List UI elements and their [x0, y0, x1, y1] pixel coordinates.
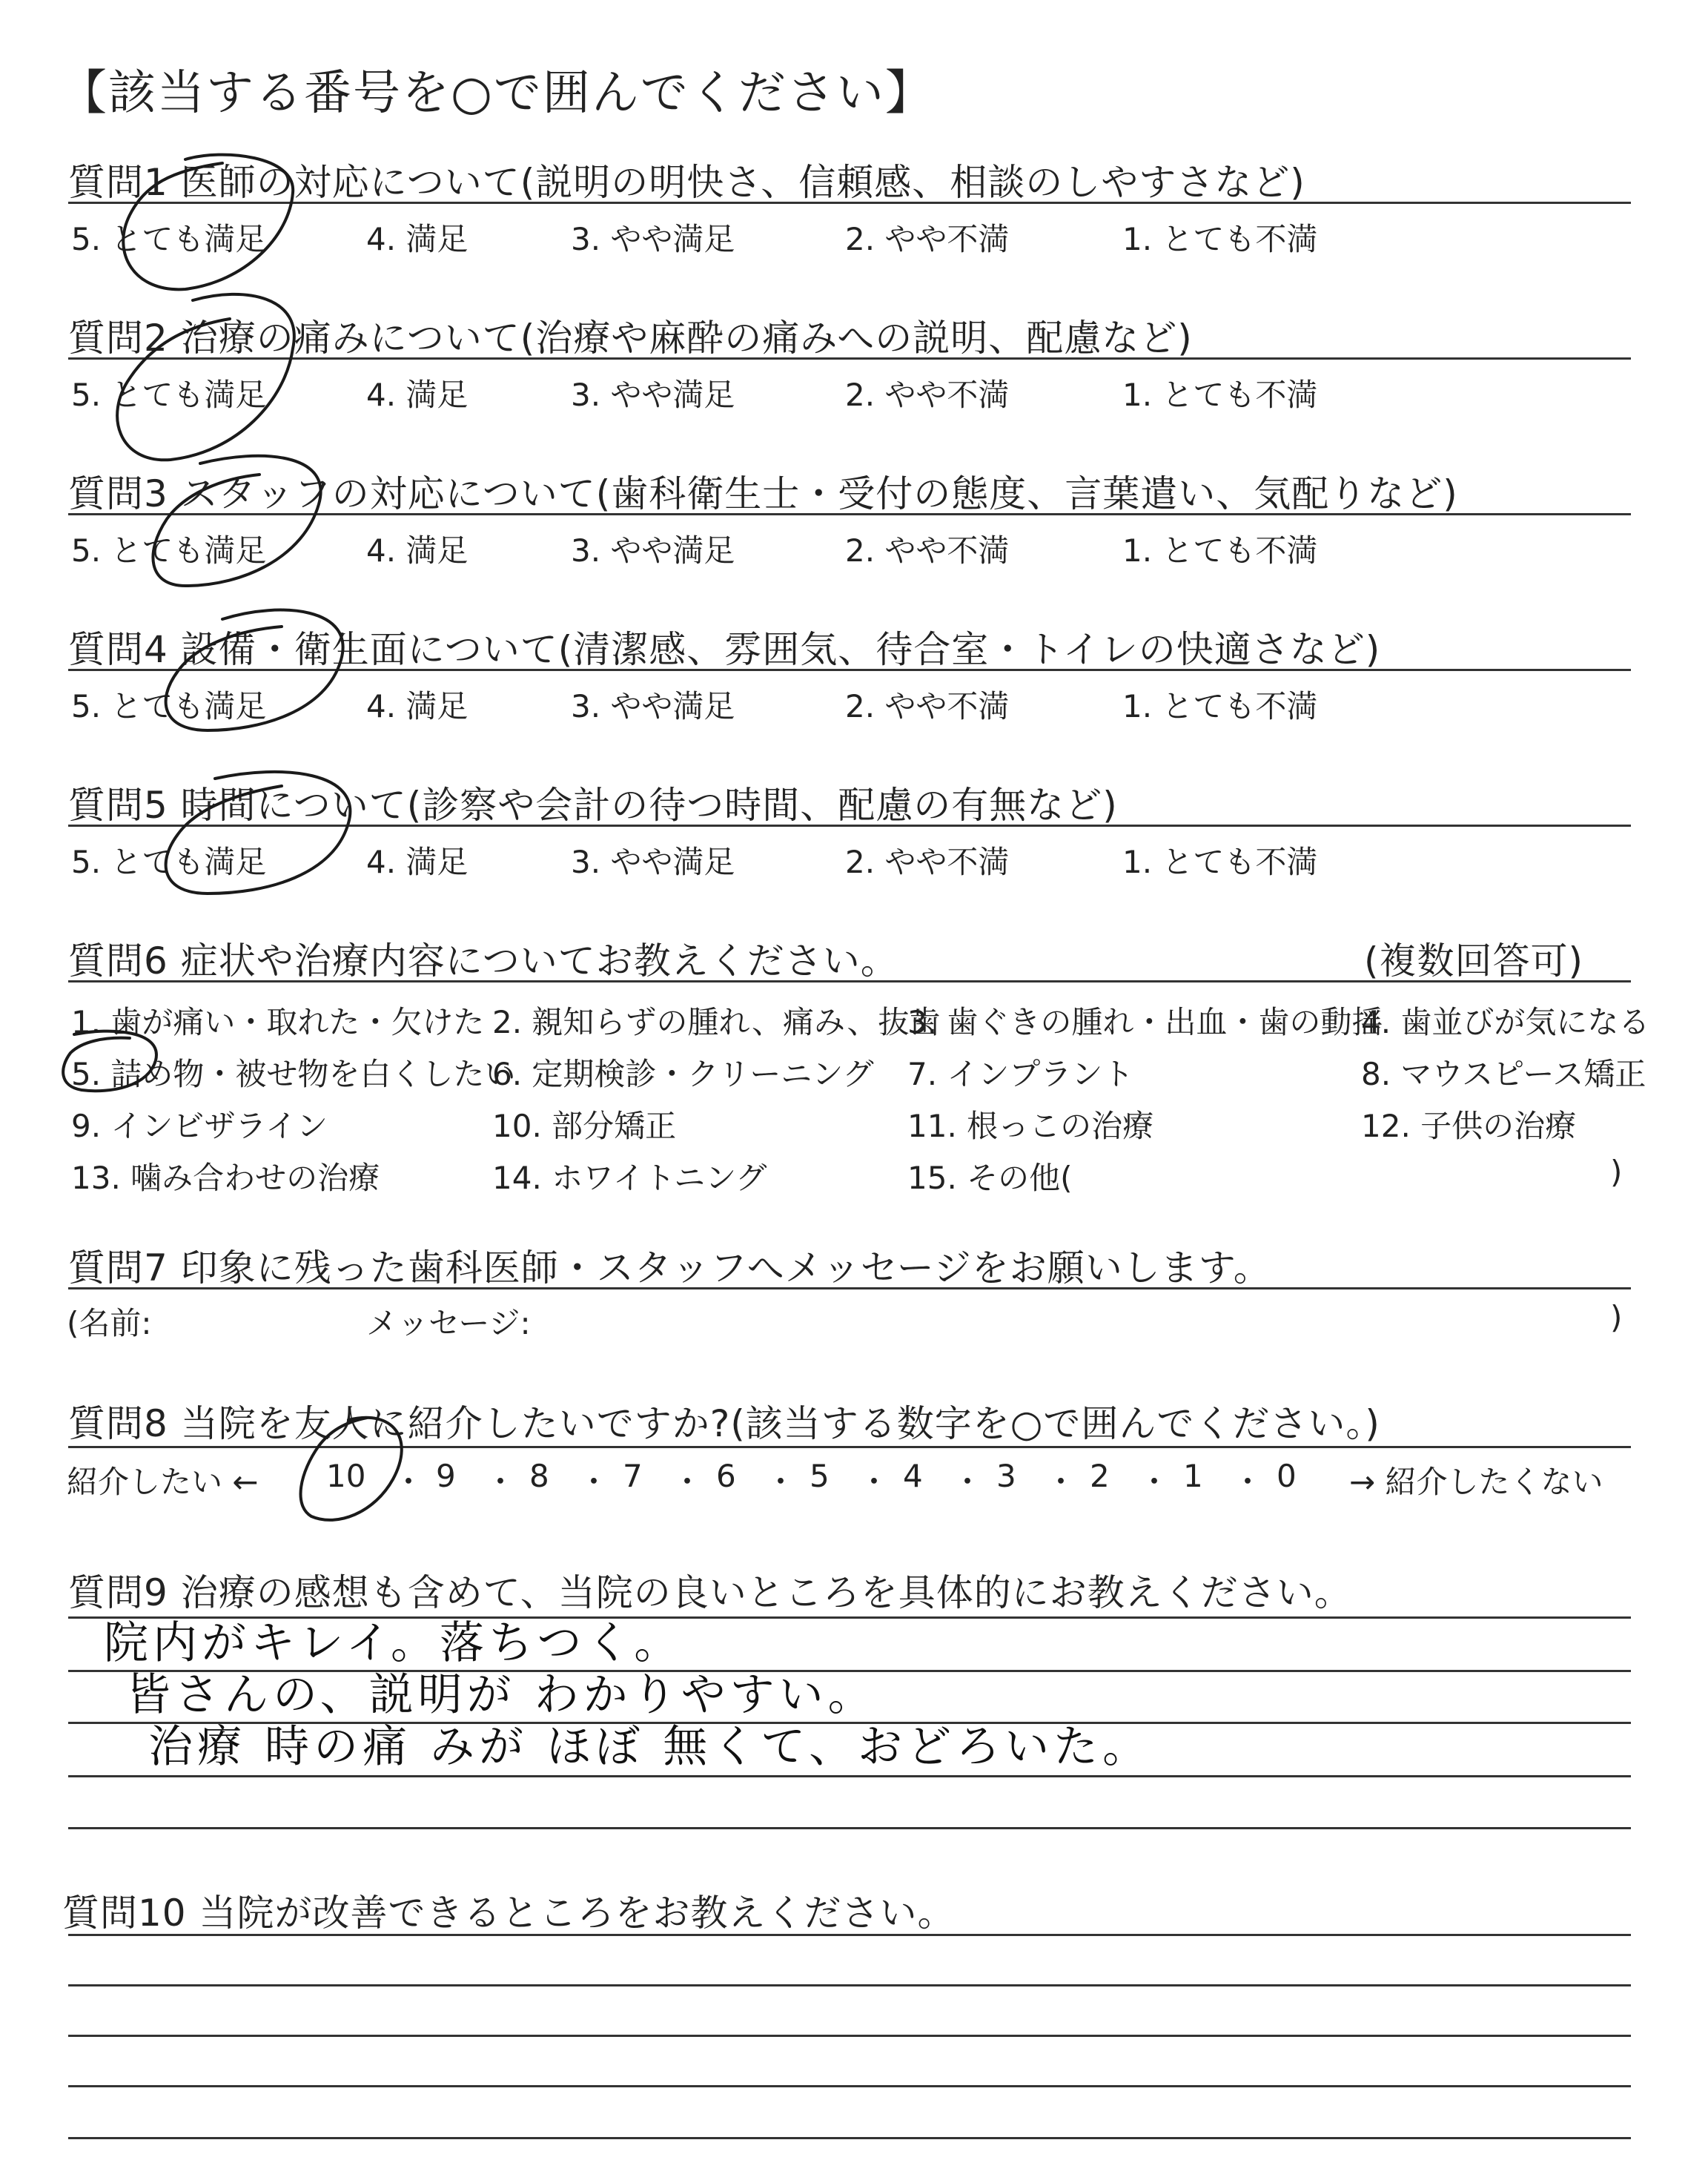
q4-option-5[interactable]: 5. とても満足: [71, 688, 267, 724]
q3-option-3[interactable]: 3. やや満足: [571, 532, 735, 569]
q6-option-4[interactable]: 4. 歯並びが気になる: [1361, 1004, 1650, 1040]
q6-option-14[interactable]: 14. ホワイトニング: [492, 1160, 767, 1196]
q8-sep: ・: [765, 1464, 797, 1500]
q3-option-1[interactable]: 1. とても不満: [1122, 532, 1318, 569]
q8-score-10[interactable]: 10: [326, 1458, 366, 1494]
q8-sep: ・: [1232, 1464, 1264, 1500]
divider: [68, 357, 1631, 360]
q8-score-2[interactable]: 2: [1090, 1458, 1110, 1494]
q8-left-label: 紹介したい ←: [67, 1464, 259, 1500]
divider: [68, 825, 1631, 827]
q2-option-4[interactable]: 4. 満足: [366, 377, 469, 413]
divider: [68, 513, 1631, 515]
q8-sep: ・: [1139, 1464, 1171, 1500]
q8-score-6[interactable]: 6: [716, 1458, 736, 1494]
q9-answer-line-1: 院内がキレイ。落ちつく。: [104, 1617, 683, 1669]
answer-line: [68, 1722, 1631, 1724]
divider: [68, 202, 1631, 204]
q4-option-3[interactable]: 3. やや満足: [571, 688, 735, 724]
divider: [68, 1446, 1631, 1448]
question-6-note: (複数回答可): [1364, 939, 1584, 982]
q8-sep: ・: [858, 1464, 890, 1500]
q2-option-2[interactable]: 2. やや不満: [845, 377, 1010, 413]
q9-answer-line-2: 皆さんの、説明が わかりやすい。: [126, 1669, 877, 1721]
q6-option-15[interactable]: 15. その他(: [907, 1160, 1073, 1196]
q3-option-5[interactable]: 5. とても満足: [71, 532, 267, 569]
answer-line: [68, 1670, 1631, 1672]
q8-score-7[interactable]: 7: [623, 1458, 643, 1494]
answer-line: [68, 1827, 1631, 1829]
question-2-title: 質問2 治療の痛みについて(治療や麻酔の痛みへの説明、配慮など): [68, 317, 1193, 360]
q8-sep: ・: [485, 1464, 517, 1500]
q8-sep: ・: [578, 1464, 610, 1500]
q5-option-2[interactable]: 2. やや不満: [845, 844, 1010, 880]
q8-sep: ・: [393, 1464, 425, 1500]
q6-option-11[interactable]: 11. 根っこの治療: [907, 1108, 1154, 1144]
q6-option-8[interactable]: 8. マウスピース矯正: [1361, 1056, 1646, 1092]
q8-score-8[interactable]: 8: [529, 1458, 549, 1494]
q6-option-7[interactable]: 7. インプラント: [907, 1056, 1134, 1092]
question-7-title: 質問7 印象に残った歯科医師・スタッフへメッセージをお願いします。: [68, 1246, 1271, 1289]
answer-line: [68, 2137, 1631, 2139]
q6-other-close-paren: ): [1610, 1154, 1623, 1190]
q6-option-9[interactable]: 9. インビザライン: [71, 1108, 328, 1144]
q8-score-0[interactable]: 0: [1277, 1458, 1297, 1494]
q3-option-4[interactable]: 4. 満足: [366, 532, 469, 569]
question-9-title: 質問9 治療の感想も含めて、当院の良いところを具体的にお教えください。: [68, 1571, 1352, 1614]
q4-option-1[interactable]: 1. とても不満: [1122, 688, 1318, 724]
q6-option-12[interactable]: 12. 子供の治療: [1361, 1108, 1577, 1144]
q1-option-2[interactable]: 2. やや不満: [845, 221, 1010, 257]
q8-score-1[interactable]: 1: [1183, 1458, 1203, 1494]
divider: [68, 669, 1631, 671]
q8-score-9[interactable]: 9: [436, 1458, 456, 1494]
q8-sep: ・: [952, 1464, 984, 1500]
q6-option-5[interactable]: 5. 詰め物・被せ物を白くしたい: [71, 1056, 516, 1092]
answer-line: [68, 1775, 1631, 1777]
q5-option-3[interactable]: 3. やや満足: [571, 844, 735, 880]
q8-score-4[interactable]: 4: [903, 1458, 923, 1494]
q5-option-1[interactable]: 1. とても不満: [1122, 844, 1318, 880]
q3-option-2[interactable]: 2. やや不満: [845, 532, 1010, 569]
q4-option-2[interactable]: 2. やや不満: [845, 688, 1010, 724]
q1-option-3[interactable]: 3. やや満足: [571, 221, 735, 257]
question-10-title: 質問10 当院が改善できるところをお教えください。: [62, 1892, 956, 1935]
question-4-title: 質問4 設備・衛生面について(清潔感、雰囲気、待合室・トイレの快適さなど): [68, 628, 1381, 671]
answer-line: [68, 1934, 1631, 1936]
q1-option-5[interactable]: 5. とても満足: [71, 221, 267, 257]
q6-option-10[interactable]: 10. 部分矯正: [492, 1108, 677, 1144]
form-header: 【該当する番号を○で囲んでください】: [59, 66, 934, 121]
q7-message-label[interactable]: メッセージ:: [366, 1305, 531, 1341]
q7-name-label[interactable]: (名前:: [67, 1305, 152, 1341]
q5-option-5[interactable]: 5. とても満足: [71, 844, 267, 880]
q6-option-13[interactable]: 13. 噛み合わせの治療: [71, 1160, 380, 1196]
q2-option-1[interactable]: 1. とても不満: [1122, 377, 1318, 413]
q4-option-4[interactable]: 4. 満足: [366, 688, 469, 724]
q7-close-paren: ): [1610, 1299, 1623, 1335]
answer-line: [68, 2085, 1631, 2087]
q8-score-5[interactable]: 5: [810, 1458, 830, 1494]
question-5-title: 質問5 時間について(診察や会計の待つ時間、配慮の有無など): [68, 784, 1118, 827]
question-6-title: 質問6 症状や治療内容についてお教えください。: [68, 939, 898, 982]
q2-option-3[interactable]: 3. やや満足: [571, 377, 735, 413]
q8-score-3[interactable]: 3: [996, 1458, 1016, 1494]
question-8-title: 質問8 当院を友人に紹介したいですか?(該当する数字を○で囲んでください。): [68, 1402, 1380, 1445]
question-3-title: 質問3 スタッフの対応について(歯科衛生士・受付の態度、言葉遣い、気配りなど): [68, 472, 1458, 515]
divider: [68, 980, 1631, 982]
q1-option-4[interactable]: 4. 満足: [366, 221, 469, 257]
answer-line: [68, 2035, 1631, 2037]
q6-option-6[interactable]: 6. 定期検診・クリーニング: [492, 1056, 874, 1092]
answer-line: [68, 1984, 1631, 1986]
q2-option-5[interactable]: 5. とても満足: [71, 377, 267, 413]
q8-right-label: → 紹介したくない: [1349, 1464, 1603, 1500]
q6-option-1[interactable]: 1. 歯が痛い・取れた・欠けた: [71, 1004, 485, 1040]
answer-line: [68, 1616, 1631, 1619]
q1-option-1[interactable]: 1. とても不満: [1122, 221, 1318, 257]
q9-answer-line-3: 治療 時の痛 みが ほぼ 無くて、おどろいた。: [148, 1721, 1152, 1773]
question-1-title: 質問1 医師の対応について(説明の明快さ、信頼感、相談のしやすさなど): [68, 161, 1305, 204]
q6-option-2[interactable]: 2. 親知らずの腫れ、痛み、抜歯: [492, 1004, 941, 1040]
q5-option-4[interactable]: 4. 満足: [366, 844, 469, 880]
q8-sep: ・: [672, 1464, 704, 1500]
q6-option-3[interactable]: 3. 歯ぐきの腫れ・出血・歯の動揺: [907, 1004, 1383, 1040]
divider: [68, 1287, 1631, 1289]
q8-sep: ・: [1045, 1464, 1077, 1500]
